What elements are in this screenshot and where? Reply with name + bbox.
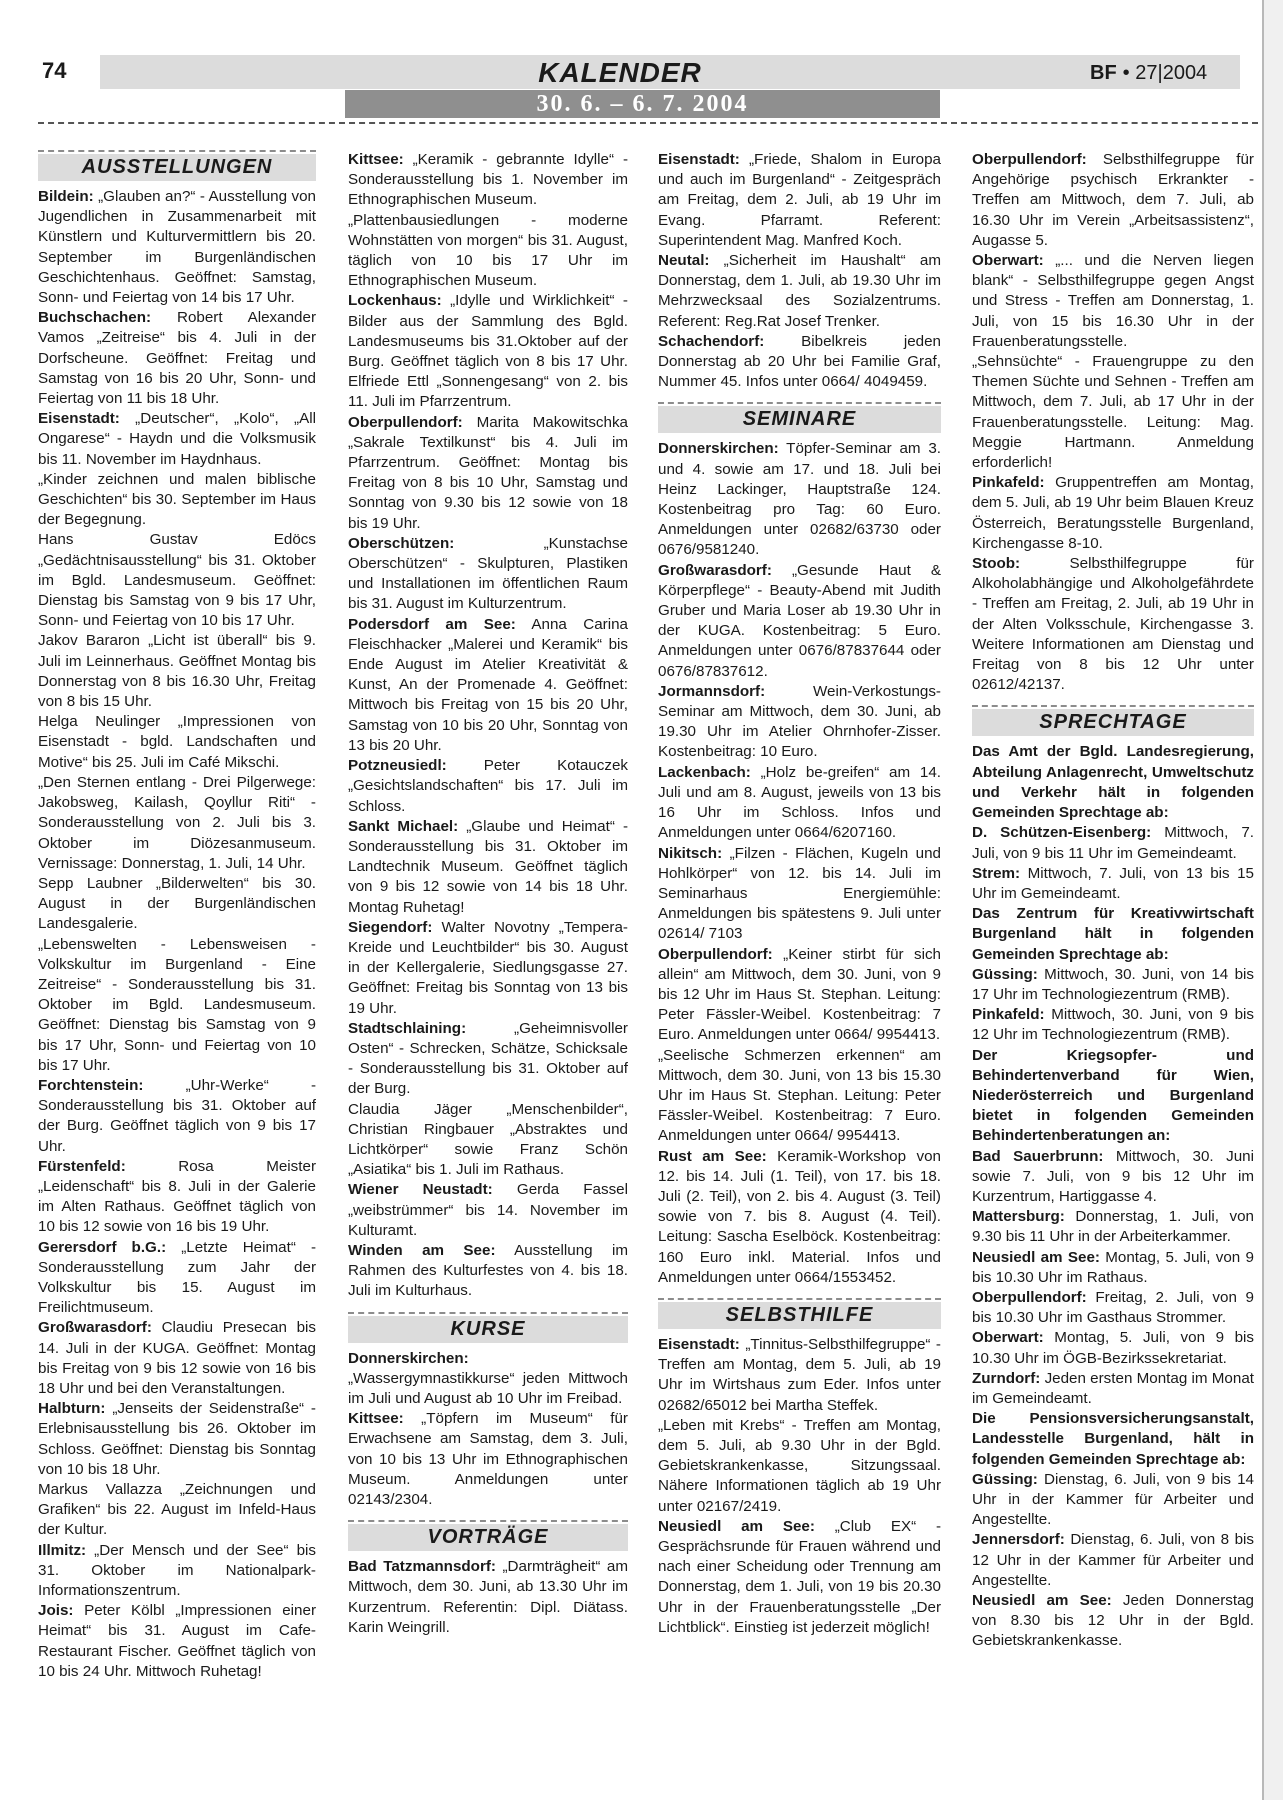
page-edge bbox=[1262, 0, 1283, 1800]
entry-place: Bad Tatzmannsdorf: bbox=[348, 1558, 496, 1576]
entry-place: Der Kriegsopfer- und Behindertenverband für Wien, Niederösterreich und Burgenland bietet in folgenden Gemeinden Behindertenberatungen an: bbox=[972, 1046, 1254, 1145]
calendar-entry bbox=[348, 1349, 628, 1410]
calendar-entry bbox=[38, 712, 316, 773]
calendar-entry bbox=[348, 615, 628, 756]
calendar-entry bbox=[658, 1335, 941, 1416]
section-seminare bbox=[658, 402, 941, 433]
entry-text: Peter Kotauczek „Gesichtslandschaften“ bis 17. Juli im Schloss. bbox=[348, 757, 628, 815]
calendar-entry bbox=[38, 187, 316, 308]
calendar-entry bbox=[658, 561, 941, 682]
entry-place: Jois: bbox=[38, 1602, 74, 1620]
calendar-entry bbox=[38, 1238, 316, 1319]
calendar-entry bbox=[972, 1409, 1254, 1470]
entry-text: Montag, 5. Juli, von 9 bis 10.30 Uhr im ÖGB-Bezirkssekretariat. bbox=[972, 1329, 1254, 1367]
section-vortraege bbox=[348, 1520, 628, 1551]
entry-text: „Wassergymnastikkurse“ jeden Mittwoch im Juli und August ab 10 Uhr im Freibad. bbox=[348, 1369, 628, 1407]
entry-text: Anna Carina Fleischhacker „Malerei und Keramik“ bis Ende August im Atelier Kreativität & Kunst, An der Promenade 4. Geöffnet: Mittwoch bis Freitag von 15 bis 20 Uhr, Samstag von 10 bis 20 Uhr, Sonntag von 13 bis 20 Uhr. bbox=[348, 615, 629, 754]
calendar-entry bbox=[38, 935, 316, 1076]
calendar-entry bbox=[348, 1409, 628, 1510]
issue-number: 27|2004 bbox=[1135, 62, 1208, 84]
entry-text: „Letzte Heimat“ - Sonderausstellung zum Jahr der Volkskultur bis 15. August im Freilichtmuseum. bbox=[38, 1238, 316, 1317]
entry-text: „Leben mit Krebs“ - Treffen am Montag, dem 5. Juli, ab 9.30 Uhr in der Bgld. Gebietskrankenkasse, Sitzungssaal. Nähere Informationen täglich ab 19 Uhr unter 02167/2419. bbox=[658, 1416, 941, 1515]
calendar-entry bbox=[658, 1416, 941, 1517]
entry-place: Strem: bbox=[972, 864, 1021, 882]
entry-text: „Holz be-greifen“ am 14. Juli und am 8. August, jeweils von 13 bis 16 Uhr im Schloss. Infos und Anmeldungen unter 0664/6207160. bbox=[658, 763, 941, 842]
calendar-entry bbox=[972, 1046, 1254, 1147]
entry-text: „Glaube und Heimat“ - Sonderausstellung bis 31. Oktober im Landtechnik Museum. Geöffnet täglich von 9 bis 12 sowie von 14 bis 18 Uhr. Montag Ruhetag! bbox=[348, 817, 628, 916]
issue-info bbox=[1090, 62, 1207, 85]
calendar-entry bbox=[658, 150, 941, 251]
calendar-entry bbox=[348, 291, 628, 412]
entry-text: „Filzen - Flächen, Kugeln und Hohlkörper“ von 12. bis 14. Juli im Seminarhaus Energiemühle: Anmeldungen bis spätestens 9. Juli unter 02614/ 7103 bbox=[658, 844, 941, 943]
calendar-entry bbox=[972, 1369, 1254, 1409]
entries-selbsthilfe bbox=[658, 1335, 941, 1638]
calendar-entry bbox=[38, 1480, 316, 1541]
entry-place: Neusiedl am See: bbox=[972, 1248, 1100, 1266]
column-2 bbox=[348, 150, 628, 1638]
entry-place: Siegendorf: bbox=[348, 918, 433, 936]
entry-text: „Idylle und Wirklichkeit“ - Bilder aus der Sammlung des Bgld. Landesmuseums bis 31.Oktober auf der Burg. Geöffnet täglich von 8 bis 17 Uhr. Elfriede Ettl „Sonnengesang“ von 2. bis 11. Juli im Pfarrzentrum. bbox=[348, 292, 628, 411]
calendar-entry bbox=[972, 823, 1254, 863]
calendar-entry bbox=[658, 1517, 941, 1638]
calendar-entry bbox=[348, 413, 628, 534]
entry-text: Sepp Laubner „Bilderwelten“ bis 30. August in der Burgenländischen Landesgalerie. bbox=[38, 874, 316, 933]
section-kurse bbox=[348, 1312, 628, 1343]
entry-place: Eisenstadt: bbox=[658, 1335, 740, 1353]
entry-text: Mittwoch, 30. Juni, von 14 bis 17 Uhr im Technologiezentrum (RMB). bbox=[972, 965, 1254, 1003]
calendar-entry bbox=[658, 439, 941, 560]
entry-place: Neusiedl am See: bbox=[658, 1517, 815, 1535]
calendar-entry bbox=[348, 1557, 628, 1638]
entry-place: Stadtschlaining: bbox=[348, 1019, 467, 1037]
entry-place: Bildein: bbox=[38, 188, 94, 205]
section-title: AUSSTELLUNGEN bbox=[38, 154, 316, 181]
calendar-entry bbox=[38, 530, 316, 631]
calendar-entry bbox=[38, 1318, 316, 1399]
entries-vortraege-cont bbox=[658, 150, 941, 392]
calendar-entry bbox=[972, 1328, 1254, 1368]
entry-place: Donnerskirchen: bbox=[658, 440, 779, 458]
entry-place: Illmitz: bbox=[38, 1541, 87, 1559]
calendar-entry bbox=[38, 631, 316, 712]
calendar-entry bbox=[972, 1207, 1254, 1247]
entry-place: Jennersdorf: bbox=[972, 1531, 1065, 1549]
entries-seminare bbox=[658, 439, 941, 1288]
entry-text: Claudia Jäger „Menschenbilder“, Christian Ringbauer „Abstraktes und Lichtkörper“ sowie Franz Schön „Asiatika“ bis 1. Juli im Rathaus. bbox=[348, 1100, 628, 1179]
calendar-entry bbox=[972, 554, 1254, 695]
entry-text: Robert Alexander Vamos „Zeitreise“ bis 4. Juli in der Dorfscheune. Geöffnet: Freitag und Samstag von 16 bis 20 Uhr, Sonn- und Feiertag von 11 bis 18 Uhr. bbox=[38, 309, 316, 408]
calendar-entry bbox=[972, 473, 1254, 554]
page-title: KALENDER bbox=[538, 57, 702, 88]
entry-text: Markus Vallazza „Zeichnungen und Grafiken“ bis 22. August im Infeld-Haus der Kultur. bbox=[38, 1481, 316, 1539]
calendar-entry bbox=[348, 817, 628, 918]
entry-place: Winden am See: bbox=[348, 1241, 496, 1259]
entry-text: „Der Mensch und der See“ bis 31. Oktober im Nationalpark-Informationszentrum. bbox=[38, 1541, 316, 1600]
date-range: 30. 6. – 6. 7. 2004 bbox=[536, 91, 749, 117]
entry-text: „Sicherheit im Haushalt“ am Donnerstag, dem 1. Juli, ab 19.30 Uhr im Mehrzwecksaal des Sozialzentrums. Referent: Reg.Rat Josef Trenker. bbox=[658, 252, 941, 330]
calendar-entry bbox=[348, 756, 628, 817]
section-title: SEMINARE bbox=[658, 406, 941, 433]
entry-text: Jeden ersten Montag im Monat im Gemeindeamt. bbox=[972, 1369, 1254, 1407]
calendar-entry bbox=[972, 1591, 1254, 1652]
entry-text: Montag, 5. Juli, von 9 bis 10.30 Uhr im Rathaus. bbox=[972, 1248, 1254, 1286]
calendar-entry bbox=[972, 1288, 1254, 1328]
entry-text: Claudiu Presecan bis 14. Juli in der KUGA. Geöffnet: Montag bis Freitag von 9 bis 12 sowie von 16 bis 18 Uhr und bei den Veranstaltungen. bbox=[38, 1319, 316, 1397]
entry-place: Rust am See: bbox=[658, 1147, 767, 1165]
entry-text: Walter Novotny „Tempera-Kreide und Leuchtbilder“ bis 30. August in der Kellergalerie, Siedlungsgasse 27. Geöffnet: Freitag bis Sonntag von 13 bis 19 Uhr. bbox=[348, 918, 628, 1017]
entry-text: Gerda Fassel „weibstrümmer“ bis 14. November im Kulturamt. bbox=[348, 1181, 628, 1239]
header-divider bbox=[38, 122, 1258, 124]
calendar-entry bbox=[658, 1147, 941, 1288]
entry-place: Halbturn: bbox=[38, 1400, 106, 1418]
entry-place: Neusiedl am See: bbox=[972, 1592, 1112, 1610]
entry-text: „Lebenswelten - Lebensweisen - Volkskultur im Burgenland - Eine Zeitreise“ - Sonderausstellung bis 31. Oktober im Bgld. Landesmuseum. Geöffnet: Dienstag bis Samstag von 9 bis 17 Uhr, Sonn- und Feiertag von 10 bis 17 Uhr. bbox=[38, 935, 316, 1074]
entry-text: Mittwoch, 30. Juni sowie 7. Juli, von 9 bis 12 Uhr im Kurzentrum, Hartiggasse 4. bbox=[972, 1147, 1254, 1205]
calendar-entry bbox=[658, 332, 941, 393]
calendar-entry bbox=[38, 409, 316, 470]
entry-text: „Jenseits der Seidenstraße“ - Erlebnisausstellung bis 26. Oktober im Schloss. Geöffnet: Dienstag bis Sonntag von 10 bis 18 Uhr. bbox=[38, 1400, 316, 1478]
calendar-entry bbox=[972, 1005, 1254, 1045]
entry-text: Peter Kölbl „Impressionen einer Heimat“ bis 31. August im Cafe-Restaurant Fischer. Geöffnet täglich von 10 bis 24 Uhr. Mittwoch Ruhetag! bbox=[38, 1602, 316, 1680]
entry-text: Wein-Verkostungs-Seminar am Mittwoch, dem 30. Juni, ab 19.30 Uhr im Atelier Ohrnhofer-Zisser. Kostenbeitrag: 10 Euro. bbox=[658, 682, 941, 761]
entry-place: Gerersdorf b.G.: bbox=[38, 1238, 167, 1256]
entry-place: Donnerskirchen: bbox=[348, 1349, 469, 1367]
calendar-entry bbox=[972, 864, 1254, 904]
entry-text: „... und die Nerven liegen blank“ - Selbsthilfegruppe gegen Angst und Stress - Treffen am Donnerstag, 1. Juli, von 15 bis 16.30 Uhr in der Frauenberatungsstelle. bbox=[972, 252, 1254, 350]
entry-text: „Töpfern im Museum“ für Erwachsene am Samstag, dem 3. Juli, von 10 bis 13 Uhr im Ethnographischen Museum. Anmeldungen unter 02143/2304. bbox=[348, 1410, 628, 1508]
entry-text: „Uhr-Werke“ - Sonderausstellung bis 31. Oktober auf der Burg. Geöffnet täglich von 9 bis 17 Uhr. bbox=[38, 1076, 316, 1155]
entry-text: Bibelkreis jeden Donnerstag ab 20 Uhr bei Familie Graf, Nummer 45. Infos unter 0664/ 4049459. bbox=[658, 332, 941, 391]
entry-text: „Keiner stirbt für sich allein“ am Mittwoch, dem 30. Juni, von 9 bis 12 Uhr im Haus St. Stephan. Leitung: Peter Fässler-Weibel. Kostenbeitrag: 7 Euro. Anmeldungen unter 0664/ 9954413. bbox=[658, 945, 941, 1044]
entry-text: „Geheimnisvoller Osten“ - Schrecken, Schätze, Schicksale - Sonderausstellung bis 31. Oktober auf der Burg. bbox=[348, 1019, 628, 1098]
calendar-entry bbox=[348, 1180, 628, 1241]
calendar-entry bbox=[972, 1248, 1254, 1288]
column-1 bbox=[38, 150, 316, 1682]
calendar-entry bbox=[348, 1019, 628, 1100]
entry-text: Hans Gustav Edöcs „Gedächtnisausstellung“ bis 31. Oktober im Bgld. Landesmuseum. Geöffnet: Dienstag bis Samstag von 9 bis 17 Uhr, Sonn- und Feiertag von 10 bis 17 Uhr. bbox=[38, 531, 316, 630]
calendar-entry bbox=[348, 211, 628, 292]
section-title: SPRECHTAGE bbox=[972, 709, 1254, 736]
entry-text: Dienstag, 6. Juli, von 8 bis 12 Uhr in der Kammer für Arbeiter und Angestellte. bbox=[972, 1531, 1254, 1589]
calendar-entry bbox=[658, 682, 941, 763]
entry-place: Güssing: bbox=[972, 1470, 1038, 1488]
entries-vortraege bbox=[348, 1557, 628, 1638]
entry-place: Oberpullendorf: bbox=[348, 413, 463, 431]
entry-place: Buchschachen: bbox=[38, 309, 152, 327]
entry-place: Kittsee: bbox=[348, 1410, 404, 1428]
calendar-entry bbox=[658, 844, 941, 945]
entry-text: „Keramik - gebrannte Idylle“ - Sonderausstellung bis 1. November im Ethnographischen Museum. bbox=[348, 151, 628, 209]
entry-place: Eisenstadt: bbox=[38, 410, 120, 428]
entry-text: Ausstellung im Rahmen des Kulturfestes von 4. bis 18. Juli im Kulturhaus. bbox=[348, 1241, 628, 1300]
calendar-entry bbox=[38, 1601, 316, 1682]
section-title: SELBSTHILFE bbox=[658, 1302, 941, 1329]
calendar-entry bbox=[348, 918, 628, 1019]
entry-place: Oberpullendorf: bbox=[972, 1288, 1087, 1306]
entry-place: Stoob: bbox=[972, 555, 1021, 573]
column-4 bbox=[972, 150, 1254, 1652]
entry-place: Schachendorf: bbox=[658, 332, 765, 350]
entry-place: Großwarasdorf: bbox=[38, 1319, 152, 1337]
section-title: VORTRÄGE bbox=[348, 1524, 628, 1551]
entry-place: Bad Sauerbrunn: bbox=[972, 1147, 1104, 1165]
entry-text: „Tinnitus-Selbsthilfegruppe“ - Treffen am Montag, dem 5. Juli, ab 19 Uhr im Wirtshaus zum Eder. Infos unter 02682/65012 bei Martha Steffek. bbox=[658, 1335, 941, 1414]
entry-place: Das Zentrum für Kreativwirtschaft Burgenland hält in folgenden Gemeinden Sprechtage ab: bbox=[972, 905, 1254, 963]
calendar-entry bbox=[38, 1399, 316, 1480]
entry-text: Mittwoch, 30. Juni, von 9 bis 12 Uhr im Technologiezentrum (RMB). bbox=[972, 1006, 1254, 1044]
entry-text: Mittwoch, 7. Juli, von 9 bis 11 Uhr im Gemeindeamt. bbox=[972, 824, 1254, 862]
section-sprechtage bbox=[972, 705, 1254, 736]
entry-place: Neutal: bbox=[658, 252, 710, 270]
entries-kurse bbox=[348, 1349, 628, 1511]
entry-place: D. Schützen-Eisenberg: bbox=[972, 824, 1152, 842]
entry-text: Keramik-Workshop von 12. bis 14. Juli (1. Teil), von 17. bis 18. Juli (2. Teil), von 2. bis 4. August (3. Teil) sowie von 7. bis 8. August (4. Teil). Leitung: Sascha Eselböck. Kostenbeitrag: 160 Euro inkl. Material. Infos und Anmeldungen unter 0664/1553452. bbox=[658, 1147, 941, 1286]
entry-place: Wiener Neustadt: bbox=[348, 1181, 493, 1199]
calendar-entry bbox=[38, 1541, 316, 1602]
entry-place: Großwarasdorf: bbox=[658, 561, 772, 579]
entry-text: „Den Sternen entlang - Drei Pilgerwege: Jakobsweg, Kailash, Qoyllur Riti“ - Sonderausstellung von 2. Juli bis 3. Oktober im Diözesanmuseum. Vernissage: Donnerstag, 1. Juli, 14 Uhr. bbox=[38, 773, 316, 872]
calendar-entry bbox=[38, 874, 316, 935]
calendar-entry bbox=[972, 965, 1254, 1005]
entries-ausstellungen bbox=[38, 187, 316, 1682]
entry-text: „Sehnsüchte“ - Frauengruppe zu den Themen Süchte und Sehnen - Treffen am Mittwoch, dem 7. Juli, ab 17 Uhr in der Frauenberatungsstelle. Leitung: Mag. Meggie Hartmann. Anmeldung erforderlich! bbox=[972, 353, 1254, 472]
entry-place: Oberwart: bbox=[972, 252, 1044, 270]
entry-text: Gruppentreffen am Montag, dem 5. Juli, ab 19 Uhr beim Blauen Kreuz Österreich, Beratungsstelle Burgenland, Kirchengasse 8-10. bbox=[972, 474, 1254, 552]
calendar-entry bbox=[348, 1241, 628, 1302]
entry-place: Podersdorf am See: bbox=[348, 615, 516, 633]
calendar-entry bbox=[348, 150, 628, 211]
entry-place: Oberpullendorf: bbox=[972, 151, 1087, 168]
entries-sprechtage bbox=[972, 742, 1254, 1651]
entries-selbsthilfe-cont bbox=[972, 150, 1254, 695]
calendar-entry bbox=[38, 470, 316, 531]
page-number: 74 bbox=[42, 58, 67, 83]
entry-text: „Club EX“ - Gesprächsrunde für Frauen während und nach einer Scheidung oder Trennung am Donnerstag, dem 1. Juli, von 19 bis 20.30 Uhr in der Frauenberatungsstelle „Der Lichtblick“. Einstieg ist jederzeit möglich! bbox=[658, 1517, 941, 1636]
entry-place: Potzneusiedl: bbox=[348, 757, 447, 775]
calendar-entry bbox=[38, 1076, 316, 1157]
entry-text: „Seelische Schmerzen erkennen“ am Mittwoch, dem 30. Juni, von 13 bis 15.30 Uhr im Haus St. Stephan. Leitung: Peter Fässler-Weibel. Kostenbeitrag: 7 Euro. Anmeldungen unter 0664/ 9954413. bbox=[658, 1046, 941, 1145]
entry-place: Oberwart: bbox=[972, 1329, 1044, 1347]
column-3 bbox=[658, 150, 941, 1638]
calendar-entry bbox=[972, 1470, 1254, 1531]
entry-place: Sankt Michael: bbox=[348, 817, 459, 835]
entry-text: Freitag, 2. Juli, von 9 bis 10.30 Uhr im Gasthaus Strommer. bbox=[972, 1288, 1254, 1327]
entry-place: Das Amt der Bgld. Landesregierung, Abteilung Anlagenrecht, Umweltschutz und Verkehr hält in folgenden Gemeinden Sprechtage ab: bbox=[972, 743, 1254, 822]
entry-place: Die Pensionsversicherungsanstalt, Landesstelle Burgenland, hält in folgenden Gemeinden Sprechtage ab: bbox=[972, 1410, 1254, 1468]
calendar-entry bbox=[972, 1147, 1254, 1208]
calendar-entry bbox=[348, 534, 628, 615]
entry-place: Kittsee: bbox=[348, 151, 404, 168]
entry-place: Forchtenstein: bbox=[38, 1076, 144, 1094]
section-title: KURSE bbox=[348, 1316, 628, 1343]
calendar-entry bbox=[972, 742, 1254, 823]
entry-place: Oberschützen: bbox=[348, 534, 455, 552]
brand-bullet: • bbox=[1122, 62, 1130, 84]
entry-place: Eisenstadt: bbox=[658, 151, 740, 168]
entry-text: „Plattenbausiedlungen - moderne Wohnstätten von morgen“ bis 31. August, täglich von 10 bis 17 Uhr im Ethnographischen Museum. bbox=[348, 211, 628, 290]
entry-text: Jakov Bararon „Licht ist überall“ bis 9. Juli im Leinnerhaus. Geöffnet Montag bis Donnerstag von 8 bis 16.30 Uhr, Freitag von 8 bis 15 Uhr. bbox=[38, 632, 316, 711]
entry-text: „Kunstachse Oberschützen“ - Skulpturen, Plastiken und Installationen im öffentlichen Raum bis 31. August im Kulturzentrum. bbox=[348, 534, 628, 613]
entry-place: Zurndorf: bbox=[972, 1369, 1041, 1387]
entry-text: „Darmträgheit“ am Mittwoch, dem 30. Juni, ab 13.30 Uhr im Kurzentrum. Referentin: Dipl. Diätass. Karin Weingrill. bbox=[348, 1558, 628, 1636]
entry-text: „Glauben an?“ - Ausstellung von Jugendlichen in Zusammenarbeit mit Künstlern und Kulturvermittlern bis 20. September im Burgenländischen Geschichtenhaus. Geöffnet: Samstag, Sonn- und Feiertag von 14 bis 17 Uhr. bbox=[38, 188, 316, 307]
entry-place: Lackenbach: bbox=[658, 763, 751, 781]
calendar-entry bbox=[972, 150, 1254, 251]
calendar-entry bbox=[972, 251, 1254, 352]
calendar-entry bbox=[972, 904, 1254, 965]
page-header bbox=[0, 0, 1283, 130]
entry-text: Jeden Donnerstag von 8.30 bis 12 Uhr in der Bgld. Gebietskrankenkasse. bbox=[972, 1592, 1254, 1650]
calendar-entry bbox=[972, 352, 1254, 473]
entry-place: Lockenhaus: bbox=[348, 292, 442, 310]
entry-text: Dienstag, 6. Juli, von 9 bis 14 Uhr in der Kammer für Arbeiter und Angestellte. bbox=[972, 1470, 1254, 1529]
entry-place: Pinkafeld: bbox=[972, 474, 1045, 492]
entry-text: „Deutscher“, „Kolo“, „All Ongarese“ - Haydn und die Volksmusik bis 11. November im Haydnhaus. bbox=[38, 410, 316, 468]
calendar-entry bbox=[658, 763, 941, 844]
calendar-entry bbox=[658, 1046, 941, 1147]
entry-text: Rosa Meister „Leidenschaft“ bis 8. Juli in der Galerie im Alten Rathaus. Geöffnet täglich von 10 bis 12 sowie von 16 bis 19 Uhr. bbox=[38, 1157, 316, 1236]
entry-text: Selbsthilfegruppe für Alkoholabhängige und Alkoholgefährdete - Treffen am Freitag, 2. Juli, ab 19 Uhr in der Alten Volksschule, Kirchengasse 3. Weitere Informationen am Dienstag und Freitag von 8 bis 12 Uhr unter 02612/42137. bbox=[972, 555, 1254, 694]
entry-text: Mittwoch, 7. Juli, von 13 bis 15 Uhr im Gemeindeamt. bbox=[972, 864, 1254, 902]
entry-text: Marita Makowitschka „Sakrale Textilkunst“ bis 4. Juli im Pfarrzentrum. Geöffnet: Montag bis Freitag von 8 bis 10 Uhr, Samstag und Sonntag von 9.30 bis 12 sowie von 18 bis 19 Uhr. bbox=[348, 413, 628, 532]
entry-place: Mattersburg: bbox=[972, 1208, 1065, 1226]
calendar-entry bbox=[38, 308, 316, 409]
calendar-entry bbox=[38, 1157, 316, 1238]
calendar-entry bbox=[658, 945, 941, 1046]
entry-place: Güssing: bbox=[972, 965, 1038, 983]
entries-ausstellungen-cont bbox=[348, 150, 628, 1302]
section-selbsthilfe bbox=[658, 1298, 941, 1329]
calendar-entry bbox=[658, 251, 941, 332]
magazine-brand: BF bbox=[1090, 62, 1117, 84]
entry-place: Nikitsch: bbox=[658, 844, 723, 862]
entry-text: „Gesunde Haut & Körperpflege“ - Beauty-Abend mit Judith Gruber und Maria Loser ab 19.30 Uhr in der KUGA. Kostenbeitrag: 5 Euro. Anmeldungen unter 0676/87837644 oder 0676/87837612. bbox=[658, 561, 941, 680]
entry-text: „Kinder zeichnen und malen biblische Geschichten“ bis 30. September im Haus der Begegnung. bbox=[38, 470, 316, 529]
entry-text: Donnerstag, 1. Juli, von 9.30 bis 11 Uhr in der Arbeiterkammer. bbox=[972, 1208, 1254, 1246]
entry-place: Oberpullendorf: bbox=[658, 945, 773, 963]
entry-place: Jormannsdorf: bbox=[658, 682, 766, 700]
entry-place: Pinkafeld: bbox=[972, 1006, 1045, 1024]
calendar-entry bbox=[38, 773, 316, 874]
calendar-entry bbox=[972, 1530, 1254, 1591]
entry-text: Helga Neulinger „Impressionen von Eisenstadt - bgld. Landschaften und Motive“ bis 25. Juli im Café Mikschi. bbox=[38, 713, 316, 771]
entry-text: Töpfer-Seminar am 3. und 4. sowie am 17. und 18. Juli bei Heinz Lackinger, Hauptstraße 124. Kostenbeitrag pro Tag: 60 Euro. Anmeldungen unter 02682/63730 oder 0676/9581240. bbox=[658, 440, 941, 559]
entry-text: Selbsthilfegruppe für Angehörige psychisch Erkrankter - Treffen am Mittwoch, dem 7. Juli, ab 16.30 Uhr im Verein „Arbeitsassistenz“, Augasse 5. bbox=[972, 151, 1254, 249]
section-ausstellungen bbox=[38, 150, 316, 181]
entry-text: „Friede, Shalom in Europa und auch im Burgenland“ - Zeitgespräch am Freitag, dem 2. Juli, ab 19 Uhr im Evang. Pfarramt. Referent: Superintendent Mag. Manfred Koch. bbox=[658, 151, 941, 249]
entry-place: Fürstenfeld: bbox=[38, 1157, 126, 1175]
calendar-entry bbox=[348, 1100, 628, 1181]
